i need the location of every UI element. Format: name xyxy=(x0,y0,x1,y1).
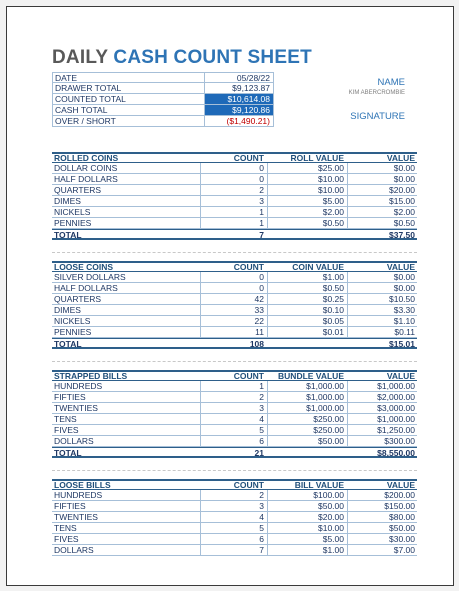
cell-unit-value: $1,000.00 xyxy=(267,392,347,402)
cell-item: FIFTIES xyxy=(54,392,86,402)
table-total-row xyxy=(52,229,417,240)
header-unit-value: COIN VALUE xyxy=(292,262,344,272)
table-total-row xyxy=(52,338,417,349)
cell-count[interactable]: 11 xyxy=(200,327,267,337)
cell-item: QUARTERS xyxy=(54,294,102,304)
cell-count[interactable]: 4 xyxy=(200,512,267,522)
table-row xyxy=(52,218,417,229)
count-table xyxy=(52,370,417,458)
total-unit-value xyxy=(267,339,347,347)
summary-label: OVER / SHORT xyxy=(53,116,205,126)
total-count: 7 xyxy=(259,230,264,240)
table-row xyxy=(52,392,417,403)
cell-value: $50.00 xyxy=(347,523,417,533)
total-count: 108 xyxy=(249,339,264,349)
table-row xyxy=(52,327,417,338)
table-row xyxy=(52,272,417,283)
cell-value: $1,000.00 xyxy=(347,381,417,391)
table-row xyxy=(52,294,417,305)
cell-value: $150.00 xyxy=(347,501,417,511)
cell-value: $0.00 xyxy=(347,174,417,184)
table-row xyxy=(52,490,417,501)
cell-count[interactable]: 3 xyxy=(200,196,267,206)
cell-count[interactable]: 2 xyxy=(200,490,267,500)
summary-table xyxy=(52,72,274,127)
total-item: TOTAL xyxy=(54,230,82,238)
cell-count[interactable]: 3 xyxy=(200,501,267,511)
cell-value: $1,000.00 xyxy=(347,414,417,424)
cell-value: $10.50 xyxy=(347,294,417,304)
signature-label: SIGNATURE xyxy=(350,111,405,122)
cell-unit-value: $250.00 xyxy=(267,414,347,424)
cell-count[interactable]: 2 xyxy=(200,392,267,402)
header-value: VALUE xyxy=(386,262,415,272)
summary-value[interactable]: $9,120.86 xyxy=(205,105,273,115)
summary-row xyxy=(52,83,274,94)
cell-unit-value: $50.00 xyxy=(267,501,347,511)
table-row xyxy=(52,436,417,447)
table-row xyxy=(52,283,417,294)
cell-unit-value: $1.00 xyxy=(267,545,347,555)
table-row xyxy=(52,545,417,556)
summary-row xyxy=(52,72,274,83)
cash-count-sheet-page xyxy=(6,6,454,586)
cell-unit-value: $0.25 xyxy=(267,294,347,304)
cell-item: DIMES xyxy=(54,196,81,206)
cell-value: $1.10 xyxy=(347,316,417,326)
cell-count[interactable]: 1 xyxy=(200,218,267,228)
cell-item: NICKELS xyxy=(54,207,91,217)
cell-value: $7.00 xyxy=(347,545,417,555)
summary-label: CASH TOTAL xyxy=(53,105,205,115)
cell-unit-value: $0.10 xyxy=(267,305,347,315)
section-divider xyxy=(52,252,417,253)
total-count: 21 xyxy=(254,448,264,458)
cell-count[interactable]: 33 xyxy=(200,305,267,315)
cell-unit-value: $0.50 xyxy=(267,283,347,293)
table-row xyxy=(52,523,417,534)
table-total-row xyxy=(52,447,417,458)
table-row xyxy=(52,185,417,196)
cell-value: $80.00 xyxy=(347,512,417,522)
count-table xyxy=(52,261,417,349)
cell-unit-value: $250.00 xyxy=(267,425,347,435)
total-item: TOTAL xyxy=(54,448,82,456)
cell-value: $30.00 xyxy=(347,534,417,544)
section-divider xyxy=(52,470,417,471)
cell-unit-value: $0.50 xyxy=(267,218,347,228)
cell-value: $2.00 xyxy=(347,207,417,217)
cell-count[interactable]: 6 xyxy=(200,436,267,446)
cell-unit-value: $1.00 xyxy=(267,272,347,282)
name-value[interactable]: KIM ABERCROMBIE xyxy=(348,90,405,96)
cell-unit-value: $0.01 xyxy=(267,327,347,337)
cell-item: FIFTIES xyxy=(54,501,86,511)
cell-count[interactable]: 1 xyxy=(200,381,267,391)
header-unit-value: ROLL VALUE xyxy=(290,153,344,163)
cell-value: $300.00 xyxy=(347,436,417,446)
cell-value: $3,000.00 xyxy=(347,403,417,413)
summary-value[interactable]: $9,123.87 xyxy=(232,83,270,93)
summary-value[interactable]: 05/28/22 xyxy=(236,73,270,83)
cell-item: DOLLARS xyxy=(54,545,94,555)
total-value: $8,550.00 xyxy=(377,448,415,458)
section-divider xyxy=(52,361,417,362)
summary-label: DRAWER TOTAL xyxy=(53,83,205,93)
cell-item: DOLLARS xyxy=(54,436,94,446)
table-row xyxy=(52,196,417,207)
cell-count[interactable]: 1 xyxy=(200,207,267,217)
summary-row xyxy=(52,105,274,116)
table-row xyxy=(52,403,417,414)
cell-count[interactable]: 7 xyxy=(200,545,267,555)
header-item: STRAPPED BILLS xyxy=(54,372,128,380)
cell-item: PENNIES xyxy=(54,218,92,228)
summary-label: COUNTED TOTAL xyxy=(53,94,205,104)
table-header xyxy=(52,479,417,490)
cell-unit-value: $25.00 xyxy=(267,163,347,173)
header-count: COUNT xyxy=(233,153,264,163)
cell-count[interactable]: 4 xyxy=(200,414,267,424)
cell-item: HALF DOLLARS xyxy=(54,174,118,184)
count-table xyxy=(52,479,417,556)
page-title xyxy=(52,47,312,69)
cell-count[interactable]: 5 xyxy=(200,425,267,435)
table-row xyxy=(52,534,417,545)
cell-value: $200.00 xyxy=(347,490,417,500)
cell-value: $20.00 xyxy=(347,185,417,195)
summary-row xyxy=(52,94,274,105)
summary-value[interactable]: ($1,490.21) xyxy=(226,116,270,126)
table-row xyxy=(52,512,417,523)
summary-value[interactable]: $10,614.08 xyxy=(205,94,273,104)
table-header xyxy=(52,152,417,163)
cell-unit-value: $10.00 xyxy=(267,174,347,184)
summary-row xyxy=(52,116,274,127)
cell-count[interactable]: 0 xyxy=(200,283,267,293)
cell-value: $0.50 xyxy=(347,218,417,228)
header-value: VALUE xyxy=(386,480,415,490)
total-value: $37.50 xyxy=(389,230,415,240)
header-count: COUNT xyxy=(233,262,264,272)
cell-item: FIVES xyxy=(54,425,79,435)
table-row xyxy=(52,174,417,185)
cell-count[interactable]: 0 xyxy=(200,163,267,173)
cell-item: PENNIES xyxy=(54,327,92,337)
header-count: COUNT xyxy=(233,480,264,490)
cell-count[interactable]: 2 xyxy=(200,185,267,195)
cell-count[interactable]: 42 xyxy=(200,294,267,304)
cell-unit-value: $100.00 xyxy=(267,490,347,500)
cell-value: $1,250.00 xyxy=(347,425,417,435)
cell-unit-value: $0.05 xyxy=(267,316,347,326)
total-unit-value xyxy=(267,448,347,456)
cell-unit-value: $5.00 xyxy=(267,196,347,206)
cell-count[interactable]: 0 xyxy=(200,272,267,282)
cell-item: SILVER DOLLARS xyxy=(54,272,126,282)
cell-value: $0.00 xyxy=(347,272,417,282)
cell-unit-value: $20.00 xyxy=(267,512,347,522)
cell-item: TENS xyxy=(54,414,77,424)
cell-unit-value: $50.00 xyxy=(267,436,347,446)
cell-count[interactable]: 5 xyxy=(200,523,267,533)
cell-count[interactable]: 6 xyxy=(200,534,267,544)
cell-item: NICKELS xyxy=(54,316,91,326)
table-row xyxy=(52,305,417,316)
summary-label: DATE xyxy=(53,73,205,82)
table-header xyxy=(52,370,417,381)
header-value: VALUE xyxy=(386,153,415,163)
total-item: TOTAL xyxy=(54,339,82,347)
table-row xyxy=(52,425,417,436)
header-item: LOOSE BILLS xyxy=(54,481,111,489)
cell-unit-value: $1,000.00 xyxy=(267,381,347,391)
table-row xyxy=(52,207,417,218)
table-row xyxy=(52,501,417,512)
total-value: $15.01 xyxy=(389,339,415,349)
cell-unit-value: $5.00 xyxy=(267,534,347,544)
header-count: COUNT xyxy=(233,371,264,381)
cell-item: TENS xyxy=(54,523,77,533)
cell-item: QUARTERS xyxy=(54,185,102,195)
total-unit-value xyxy=(267,230,347,238)
cell-item: FIVES xyxy=(54,534,79,544)
cell-value: $15.00 xyxy=(347,196,417,206)
title-word-cash-count-sheet: CASH COUNT SHEET xyxy=(113,47,312,68)
cell-value: $3.30 xyxy=(347,305,417,315)
cell-item: DIMES xyxy=(54,305,81,315)
cell-unit-value: $10.00 xyxy=(267,523,347,533)
cell-item: TWENTIES xyxy=(54,403,98,413)
table-row xyxy=(52,381,417,392)
cell-item: DOLLAR COINS xyxy=(54,163,118,173)
header-unit-value: BILL VALUE xyxy=(294,480,344,490)
cell-count[interactable]: 22 xyxy=(200,316,267,326)
cell-count[interactable]: 0 xyxy=(200,174,267,184)
table-header xyxy=(52,261,417,272)
header-item: ROLLED COINS xyxy=(54,154,119,162)
cell-unit-value: $1,000.00 xyxy=(267,403,347,413)
table-row xyxy=(52,163,417,174)
cell-value: $0.11 xyxy=(347,327,417,337)
cell-count[interactable]: 3 xyxy=(200,403,267,413)
title-word-daily: DAILY xyxy=(52,47,108,68)
cell-item: HALF DOLLARS xyxy=(54,283,118,293)
table-row xyxy=(52,316,417,327)
cell-item: HUNDREDS xyxy=(54,490,103,500)
cell-item: HUNDREDS xyxy=(54,381,103,391)
count-table xyxy=(52,152,417,240)
header-value: VALUE xyxy=(386,371,415,381)
cell-value: $0.00 xyxy=(347,283,417,293)
cell-value: $2,000.00 xyxy=(347,392,417,402)
cell-unit-value: $2.00 xyxy=(267,207,347,217)
cell-value: $0.00 xyxy=(347,163,417,173)
cell-unit-value: $10.00 xyxy=(267,185,347,195)
table-row xyxy=(52,414,417,425)
header-unit-value: BUNDLE VALUE xyxy=(278,371,344,381)
header-item: LOOSE COINS xyxy=(54,263,114,271)
cell-item: TWENTIES xyxy=(54,512,98,522)
name-label: NAME xyxy=(377,77,405,88)
